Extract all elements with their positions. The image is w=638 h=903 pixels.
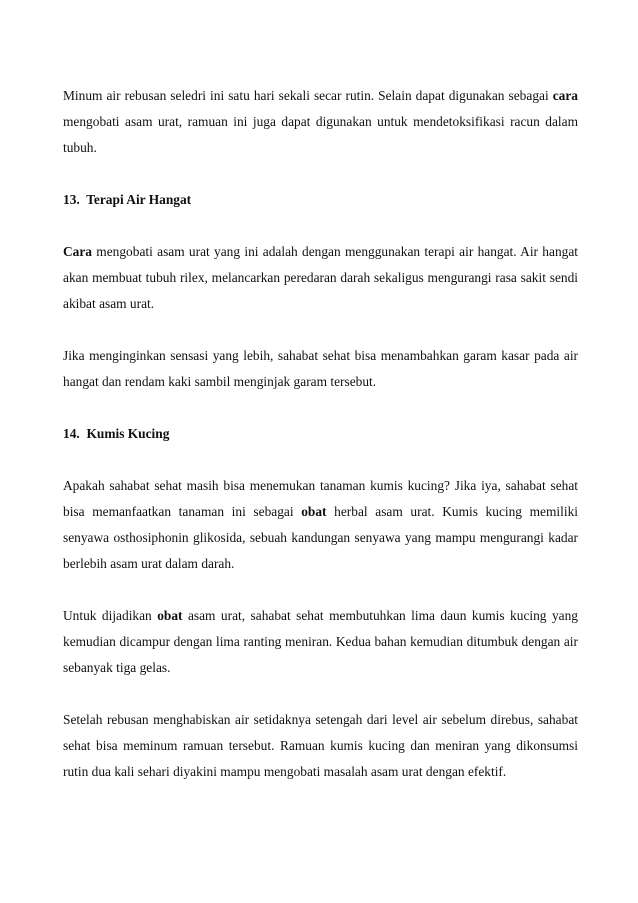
text-run: Untuk dijadikan — [63, 608, 158, 623]
paragraph-gap — [63, 395, 578, 421]
paragraph-kumis-kucing-usage — [63, 707, 578, 785]
text-run: Setelah rebusan menghabiskan air setidaknya setengah dari level air sebelum direbus, sahabat sehat bisa meminum ramuan tersebut. Ramuan kumis kucing dan meniran yang dikonsumsi rutin dua kali sehari diyakini mampu mengobati masalah asam urat dengan efektif. — [63, 712, 578, 779]
text-run: Apakah sahabat sehat masih bisa menemukan tanaman kumis kucing? Jika iya, sahabat sehat bisa memanfaatkan tanaman ini sebagai — [63, 478, 578, 519]
text-run: mengobati asam urat yang ini adalah dengan menggunakan terapi air hangat. Air hangat akan membuat tubuh rilex, melancarkan peredaran darah sekaligus mengurangi rasa sakit sendi akibat asam urat. — [63, 244, 578, 311]
text-run: herbal asam urat. Kumis kucing memiliki senyawa osthosiphonin glikosida, sebuah kandungan senyawa yang mampu mengurangi kadar berlebih asam urat dalam darah. — [63, 504, 578, 571]
section-title: Kumis Kucing — [86, 426, 170, 441]
paragraph-garam-kasar — [63, 343, 578, 395]
paragraph-gap — [63, 577, 578, 603]
text-run: asam urat, sahabat sehat membutuhkan lima daun kumis kucing yang kemudian dicampur dengan lima ranting meniran. Kedua bahan kemudian ditumbuk dengan air sebanyak tiga gelas. — [63, 608, 578, 675]
section-number: 13. — [63, 192, 80, 207]
text-run: Minum air rebusan seledri ini satu hari sekali secar rutin. Selain dapat digunakan sebagai — [63, 88, 553, 103]
bold-term-cara: cara — [552, 88, 578, 103]
section-heading-14 — [63, 421, 578, 447]
paragraph-gap — [63, 213, 578, 239]
paragraph-terapi-air-hangat — [63, 239, 578, 317]
paragraph-gap — [63, 317, 578, 343]
paragraph-gap — [63, 681, 578, 707]
bold-term-obat: obat — [157, 608, 183, 623]
paragraph-kumis-kucing-preparation — [63, 603, 578, 681]
paragraph-gap — [63, 161, 578, 187]
text-run: Jika menginginkan sensasi yang lebih, sahabat sehat bisa menambahkan garam kasar pada air hangat dan rendam kaki sambil menginjak garam tersebut. — [63, 348, 578, 389]
paragraph-kumis-kucing-intro — [63, 473, 578, 577]
document-page — [63, 83, 578, 785]
bold-term-cara: Cara — [63, 244, 93, 259]
section-number: 14. — [63, 426, 80, 441]
bold-term-obat: obat — [301, 504, 327, 519]
paragraph-seledri — [63, 83, 578, 161]
text-run: mengobati asam urat, ramuan ini juga dapat digunakan untuk mendetoksifikasi racun dalam tubuh. — [63, 114, 578, 155]
section-heading-13 — [63, 187, 578, 213]
paragraph-gap — [63, 447, 578, 473]
section-title: Terapi Air Hangat — [86, 192, 192, 207]
